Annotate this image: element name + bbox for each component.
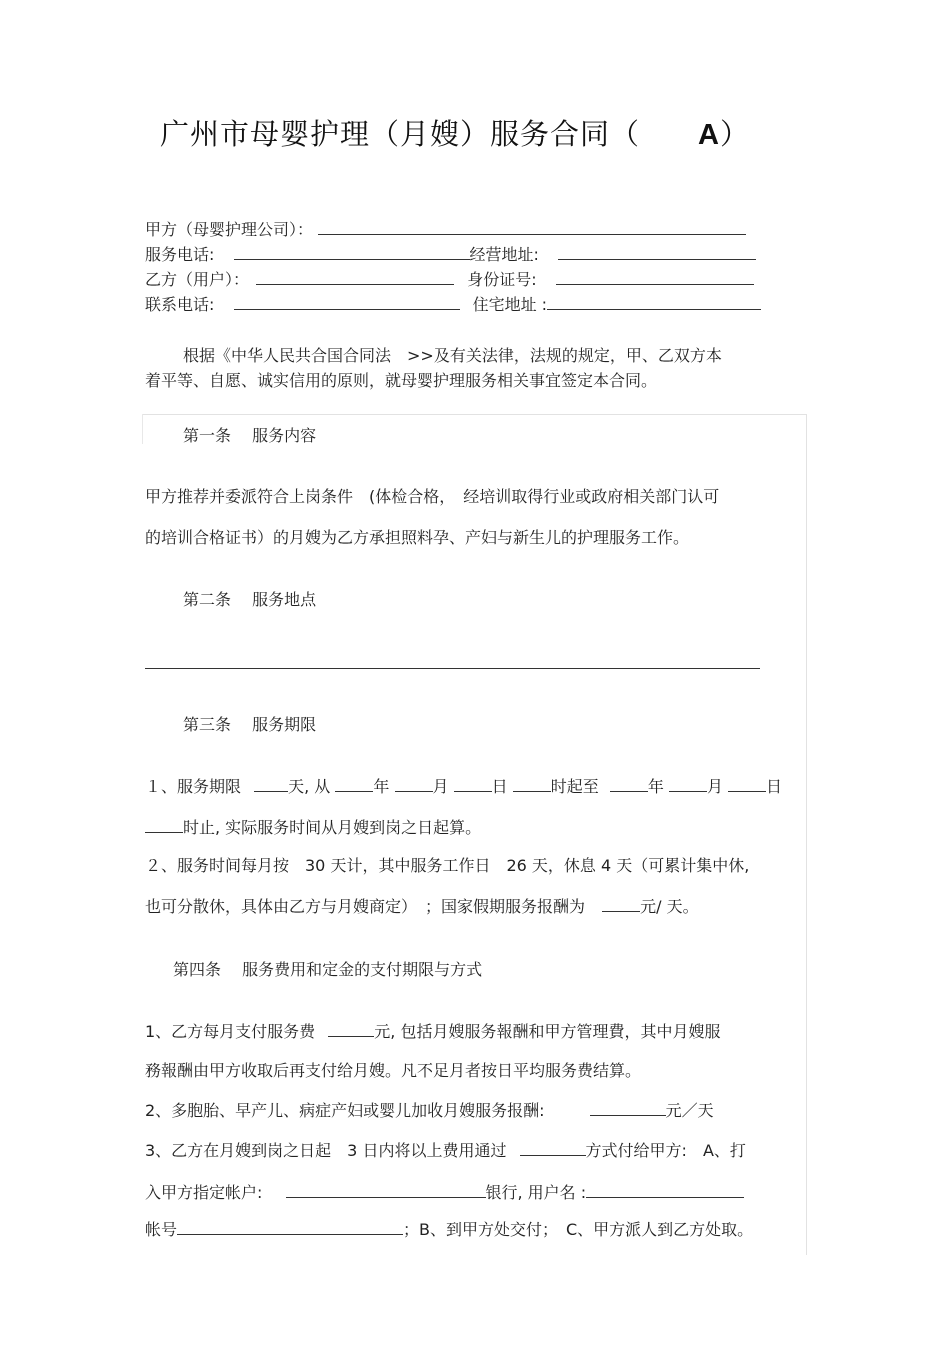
bank-username-field[interactable] (586, 1182, 744, 1198)
end-month-field[interactable] (669, 776, 707, 792)
title-main: 广州市母婴护理（月嫂）服务合同（ (160, 117, 641, 151)
start-hour-field[interactable] (513, 776, 551, 792)
contact-phone-label: 联系电话: (145, 295, 215, 314)
end-day-label: 日 (766, 777, 783, 796)
party-a-label: 甲方（母婴护理公司）： (145, 220, 314, 239)
service-phone-label: 服务电话: (145, 245, 215, 264)
start-day-label: 日 (491, 777, 508, 796)
bank-name-field[interactable] (286, 1182, 486, 1198)
extra-fee-unit: 元／天 (665, 1101, 714, 1120)
service-phone-field[interactable] (234, 244, 470, 260)
id-number-label: 身份证号: (467, 270, 537, 289)
holiday-pay-field[interactable] (602, 896, 640, 912)
business-address-field[interactable] (558, 244, 756, 260)
holiday-pay-unit: 元/ 天。 (640, 897, 699, 916)
residence-address-field[interactable] (547, 294, 761, 310)
article-4-heading: 第四条 服务费用和定金的支付期限与方式 (173, 960, 483, 979)
account-number-field[interactable] (177, 1219, 403, 1235)
party-b-row (145, 267, 754, 290)
article-3-item-2-line-1: ２、服务时间每月按 30 天计，其中服务工作日 26 天，休息 4 天（可累计集中休, (145, 856, 750, 875)
end-hour-field[interactable] (145, 817, 183, 833)
title-close-paren: ） (719, 117, 750, 151)
monthly-fee-desc: 元, 包括月嫂服务報酬和甲方管理費，其中月嫂服 (374, 1022, 721, 1041)
start-month-field[interactable] (395, 776, 433, 792)
service-phone-row (145, 242, 756, 265)
article-3-item-1-cont (145, 815, 481, 838)
monthly-fee-label: 1、乙方每月支付服务费 (145, 1022, 316, 1041)
start-month-label: 月 (432, 777, 449, 796)
account-number-label: 帐号 (145, 1220, 178, 1239)
end-hour-label: 时止, 实际服务时间从月嫂到岗之日起算。 (183, 818, 482, 837)
article-1-heading: 第一条 服务内容 (183, 426, 317, 445)
extra-fee-label: 2、多胞胎、早产儿、病症产妇或婴儿加收月嫂服务报酬: (145, 1101, 545, 1120)
contact-phone-row (145, 292, 761, 315)
service-location-field[interactable] (145, 668, 760, 669)
article-1-line-2: 的培训合格证书）的月嫂为乙方承担照料孕、产妇与新生儿的护理服务工作。 (145, 528, 690, 547)
start-year-field[interactable] (335, 776, 373, 792)
article-3-item-1 (145, 774, 782, 797)
end-year-field[interactable] (610, 776, 648, 792)
extra-fee-field[interactable] (590, 1100, 666, 1116)
service-term-label: １、服务期限 (145, 777, 242, 796)
bank-username-label: 银行, 用户名 : (485, 1183, 587, 1202)
monthly-fee-field[interactable] (328, 1021, 374, 1037)
articles-frame-corner (142, 414, 143, 444)
article-2-heading: 第二条 服务地点 (183, 590, 317, 609)
account-label: 入甲方指定帐户: (145, 1183, 263, 1202)
id-number-field[interactable] (556, 269, 754, 285)
party-a-row (145, 217, 746, 240)
party-a-field[interactable] (318, 219, 746, 235)
contact-phone-field[interactable] (234, 294, 460, 310)
start-day-field[interactable] (454, 776, 492, 792)
start-year-label: 年 (373, 777, 390, 796)
end-month-label: 月 (706, 777, 723, 796)
payment-method-text: 3、乙方在月嫂到岗之日起 3 日内将以上费用通过 (145, 1141, 507, 1160)
end-day-field[interactable] (728, 776, 766, 792)
business-address-label: 经营地址: (469, 245, 539, 264)
article-4-item-1-line-2: 務報酬由甲方收取后再支付给月嫂。凡不足月者按日平均服务费结算。 (145, 1061, 642, 1080)
service-days-field[interactable] (254, 776, 288, 792)
payment-method-desc: 方式付给甲方: A、打 (585, 1141, 746, 1160)
article-3-item-2-line-2 (145, 894, 699, 917)
article-1-line-1: 甲方推荐并委派符合上岗条件 (体检合格， 经培训取得行业或政府相关部门认可 (145, 487, 720, 506)
title-version-letter: A (698, 119, 720, 151)
article-3-heading: 第三条 服务期限 (183, 715, 317, 734)
article-4-item-3 (145, 1138, 746, 1161)
preamble-line-2: 着平等、自愿、诚实信用的原则，就母婴护理服务相关事宜签定本合同。 (145, 371, 658, 390)
start-hour-label: 时起至 (550, 777, 599, 796)
payment-method-field[interactable] (520, 1140, 586, 1156)
residence-address-label: 住宅地址 : (472, 295, 548, 314)
article-4-item-3-line-3 (145, 1217, 753, 1240)
payment-options-text: ；B、到甲方处交付； C、甲方派人到乙方处取。 (403, 1220, 754, 1239)
article-4-item-1 (145, 1019, 720, 1042)
party-b-field[interactable] (256, 269, 454, 285)
from-label: 天, 从 (288, 777, 331, 796)
article-4-item-3-line-2 (145, 1180, 744, 1203)
article-4-item-2 (145, 1098, 714, 1121)
holiday-pay-text: 也可分散休，具体由乙方与月嫂商定） ；国家假期服务报酬为 (145, 897, 586, 916)
contract-title (160, 112, 750, 153)
party-b-label: 乙方（用户）： (145, 270, 250, 289)
preamble-line-1: 根据《中华人民共合国合同法 >>及有关法律，法规的规定，甲、乙双方本 (183, 346, 722, 365)
end-year-label: 年 (647, 777, 664, 796)
